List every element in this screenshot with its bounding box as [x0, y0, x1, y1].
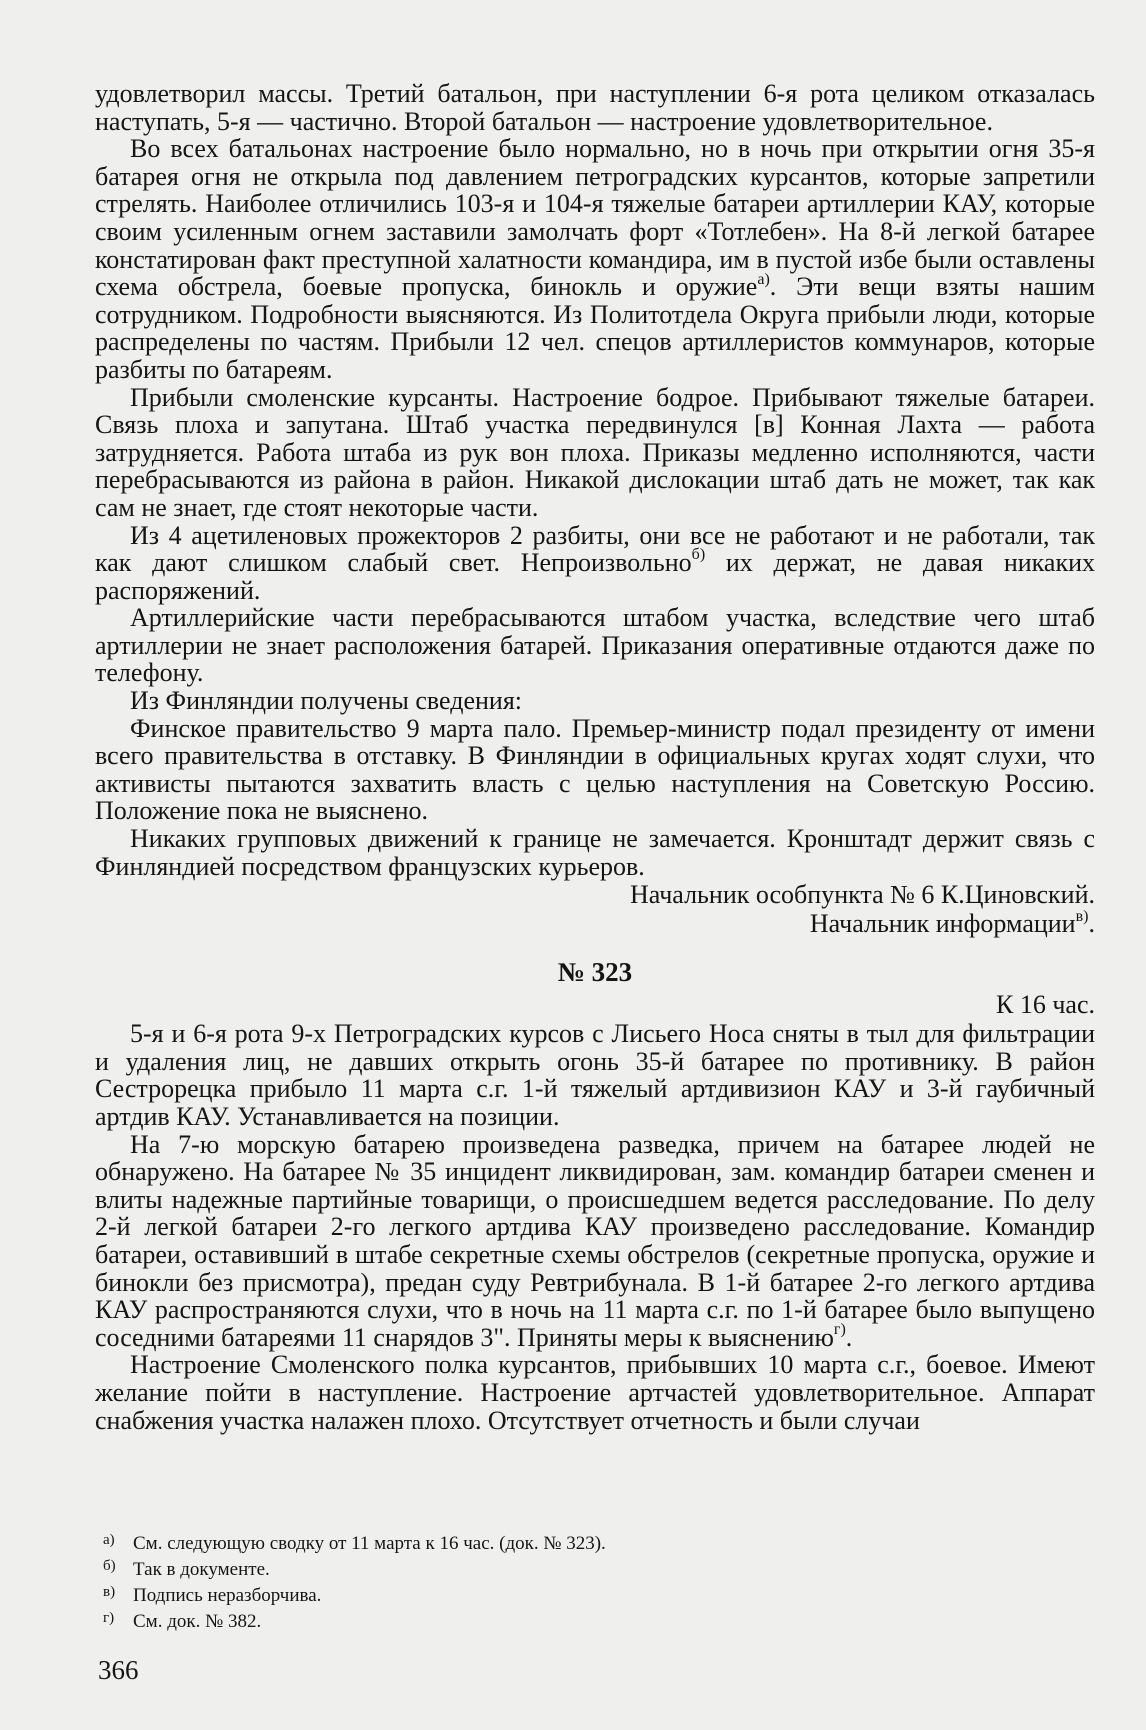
footnote-mark: г): [833, 1321, 846, 1339]
document-number: № 323: [557, 957, 633, 988]
paragraph: Артиллерийские части перебрасываются штабом участка, вследствие чего штаб артиллерии не знает расположения батарей. Приказания оперативные отдаются даже по телефону.: [95, 603, 1095, 688]
paragraph: 5-я и 6-я рота 9-х Петроградских курсов с Лисьего Носа сняты в тыл для фильтрации и удаления лиц, не давших открыть огонь 35-й батарее по противнику. В район Сестрорецка прибыло 11 марта с.г. 1-й тяжелый артдивизион КАУ и 3-й гаубичный артдив КАУ. Устанавливается на позиции.: [95, 1019, 1095, 1131]
footnote: г) См. док. № 382.: [103, 1610, 262, 1632]
footnote: в) Подпись неразборчива.: [103, 1584, 322, 1606]
page-number: 366: [98, 1655, 139, 1685]
footnote-mark: а): [757, 270, 770, 288]
signature-line: Начальник информации$^{в)}$.: [809, 907, 1095, 939]
paragraph: Прибыли смоленские курсанты. Настроение бодрое. Прибывают тяжелые батареи. Связь плоха и запутана. Штаб участка передвинулся [в] Конная Лахта — работа затрудняется. Работа штаба из рук вон плоха. Приказы медленно исполняются, части перебрасываются из района в район. Никакой дислокации штаб дать не может, так как сам не знает, где стоят некоторые части.: [95, 382, 1095, 522]
paragraph: Из Финляндии получены сведения:: [130, 686, 523, 716]
footnote-mark: в): [1075, 907, 1089, 925]
footnotes: [103, 1531, 606, 1635]
paragraph: удовлетворил массы. Третий батальон, при наступлении 6-я рота целиком отказалась наступать, 5-я — частично. Второй батальон — настроение удовлетворительное.: [95, 79, 1095, 136]
paragraph: На 7-ю морскую батарею произведена разведка, причем на батарее людей не обнаружено. На батарее № 35 инцидент ликвидирован, зам. командир батареи сменен и влиты надежные партийные товарищи, о происшедшем ведется расследование. По делу 2-й легкой батареи 2-го легкого артдива КАУ произведено расследование. Командир батареи, оставивший в штабе секретные схемы обстрелов (секретные пропуска, оружие и бинокли без присмотра), предан суду Ревтрибунала. В 1-й батарее 2-го легкого артдива КАУ распространяются слухи, что в ночь на 11 марта с.г. по 1-й батарее было выпущено соседними батареями 11 снарядов 3". Приняты меры к выяснению$^{г)}$.: [95, 1129, 1095, 1352]
paragraph: Из 4 ацетиленовых прожекторов 2 разбиты, они все не работают и не работали, так как дают слишком слабый свет. Непроизвольно$^{б)}$ их держат, не давая никаких распоряжений.: [95, 520, 1095, 605]
footnote-mark: б): [691, 546, 706, 564]
paragraph: Во всех батальонах настроение было нормально, но в ночь при открытии огня 35-я батарея огня не открыла под давлением петроградских курсантов, которые запретили стрелять. Наиболее отличились 103-я и 104-я тяжелые батареи артиллерии КАУ, которые своим усиленным огнем заставили замолчать форт «Тотлебен». На 8-й легкой батарее констатирован факт преступной халатности командира, им в пустой избе были оставлены схема обстрела, боевые пропуска, бинокль и оружие$^{а)}$. Эти вещи взяты нашим сотрудником. Подробности выясняются. Из Политотдела Округа прибыли люди, которые распределены по частям. Прибыли 12 чел. спецов артиллеристов коммунаров, которые разбиты по батареям.: [95, 134, 1095, 384]
paragraph: Никаких групповых движений к границе не замечается. Кронштадт держит связь с Финляндией посредством французских курьеров.: [95, 824, 1095, 881]
main-text: [95, 80, 1095, 1434]
footnote: б) Так в документе.: [103, 1558, 270, 1580]
signature-line: Начальник особпункта № 6 К.Циновский.: [629, 880, 1095, 910]
paragraph: Настроение Смоленского полка курсантов, прибывших 10 марта с.г., боевое. Имеют желание пойти в наступление. Настроение артчастей удовлетворительное. Аппарат снабжения участка налажен плохо. Отсутствует отчетность и были случаи: [95, 1350, 1095, 1435]
paragraph: Финское правительство 9 марта пало. Премьер-министр подал президенту от имени всего правительства в отставку. В Финляндии в официальных кругах ходят слухи, что активисты пытаются захватить власть с целью наступления на Советскую Россию. Положение пока не выяснено.: [95, 713, 1095, 826]
footnote: а) См. следующую сводку от 11 марта к 16 час. (док. № 323).: [103, 1532, 606, 1554]
document-time: К 16 час.: [996, 990, 1095, 1020]
signature-block: [95, 880, 1095, 938]
